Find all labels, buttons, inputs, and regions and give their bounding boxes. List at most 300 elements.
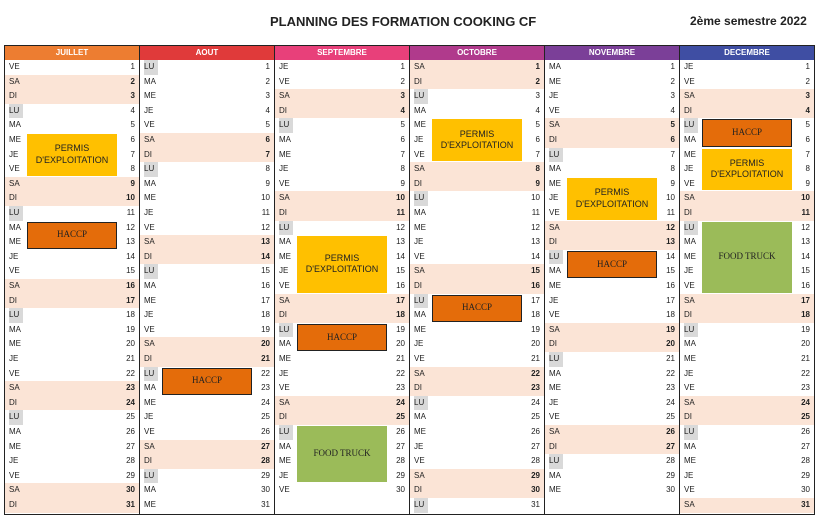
day-row bbox=[140, 308, 274, 323]
day-row bbox=[275, 133, 409, 148]
weekday-label: SA bbox=[684, 295, 695, 305]
weekday-label: VE bbox=[414, 149, 425, 159]
weekday-label: SA bbox=[414, 266, 425, 276]
weekday-label: JE bbox=[9, 456, 19, 466]
day-number: 29 bbox=[261, 470, 270, 480]
day-number: 29 bbox=[531, 470, 540, 480]
weekday-label: LU bbox=[279, 118, 293, 133]
day-number: 31 bbox=[261, 500, 270, 509]
day-number: 19 bbox=[531, 324, 540, 334]
day-row bbox=[140, 118, 274, 133]
day-row bbox=[140, 162, 274, 177]
weekday-label: SA bbox=[144, 339, 155, 349]
day-number: 1 bbox=[400, 62, 405, 71]
month-column-2 bbox=[139, 45, 275, 515]
day-row bbox=[545, 367, 679, 382]
day-number: 15 bbox=[261, 266, 270, 276]
weekday-label: VE bbox=[414, 251, 425, 261]
weekday-label: MA bbox=[549, 164, 561, 174]
day-row bbox=[5, 294, 139, 309]
day-row bbox=[140, 454, 274, 469]
day-row bbox=[275, 191, 409, 206]
weekday-label: VE bbox=[684, 281, 695, 290]
day-row bbox=[5, 89, 139, 104]
weekday-label: MA bbox=[279, 237, 291, 247]
day-row bbox=[545, 425, 679, 440]
day-number: 10 bbox=[801, 193, 810, 203]
day-row bbox=[410, 221, 544, 236]
weekday-label: SA bbox=[9, 485, 20, 495]
weekday-label: MA bbox=[684, 441, 696, 451]
weekday-label: ME bbox=[549, 383, 561, 393]
weekday-label: MA bbox=[414, 208, 426, 217]
weekday-label: JE bbox=[684, 368, 694, 378]
day-number: 8 bbox=[670, 164, 675, 174]
weekday-label: SA bbox=[9, 383, 20, 393]
day-row bbox=[140, 60, 274, 75]
weekday-label: DI bbox=[549, 237, 557, 247]
training-permis: PERMIS D'EXPLOITATION bbox=[27, 134, 117, 176]
day-number: 20 bbox=[666, 339, 675, 349]
day-row bbox=[545, 279, 679, 294]
day-number: 1 bbox=[130, 62, 135, 71]
day-number: 23 bbox=[396, 383, 405, 393]
day-number: 22 bbox=[666, 368, 675, 378]
month-column-4 bbox=[409, 45, 545, 515]
weekday-label: LU bbox=[549, 352, 563, 367]
day-row bbox=[275, 89, 409, 104]
day-row bbox=[680, 191, 814, 206]
weekday-label: LU bbox=[414, 89, 428, 104]
weekday-label: SA bbox=[144, 237, 155, 247]
day-number: 10 bbox=[396, 193, 405, 203]
weekday-label: DI bbox=[279, 208, 287, 217]
weekday-label: JE bbox=[414, 237, 424, 247]
day-number: 18 bbox=[666, 310, 675, 320]
day-row bbox=[545, 162, 679, 177]
day-number: 18 bbox=[126, 310, 135, 320]
day-row bbox=[275, 118, 409, 133]
day-row bbox=[680, 323, 814, 338]
day-row bbox=[5, 60, 139, 75]
day-row bbox=[5, 177, 139, 192]
day-row bbox=[410, 250, 544, 265]
weekday-label: MA bbox=[414, 310, 426, 320]
day-number: 4 bbox=[130, 105, 135, 115]
day-number: 6 bbox=[670, 135, 675, 144]
weekday-label: VE bbox=[9, 266, 20, 276]
day-number: 12 bbox=[666, 222, 675, 232]
weekday-label: VE bbox=[549, 105, 560, 115]
day-row bbox=[545, 294, 679, 309]
weekday-label: ME bbox=[144, 295, 156, 305]
weekday-label: ME bbox=[414, 222, 426, 232]
day-number: 17 bbox=[396, 295, 405, 305]
weekday-label: JE bbox=[279, 62, 289, 71]
weekday-label: VE bbox=[144, 120, 155, 130]
weekday-label: JE bbox=[414, 135, 424, 144]
day-number: 12 bbox=[801, 222, 810, 232]
weekday-label: LU bbox=[549, 148, 563, 163]
day-number: 14 bbox=[666, 251, 675, 261]
day-number: 27 bbox=[531, 441, 540, 451]
weekday-label: DI bbox=[414, 281, 422, 290]
weekday-label: LU bbox=[414, 294, 428, 309]
day-row bbox=[140, 133, 274, 148]
weekday-label: MA bbox=[279, 441, 291, 451]
day-number: 14 bbox=[126, 251, 135, 261]
day-row bbox=[410, 396, 544, 411]
day-row bbox=[545, 235, 679, 250]
day-number: 29 bbox=[666, 470, 675, 480]
day-row bbox=[680, 396, 814, 411]
day-row bbox=[680, 206, 814, 221]
day-row bbox=[275, 367, 409, 382]
day-row bbox=[275, 206, 409, 221]
day-row bbox=[5, 483, 139, 498]
day-number: 26 bbox=[801, 427, 810, 436]
day-number: 9 bbox=[670, 178, 675, 188]
weekday-label: ME bbox=[549, 281, 561, 290]
day-number: 19 bbox=[126, 324, 135, 334]
training-permis: PERMIS D'EXPLOITATION bbox=[567, 178, 657, 220]
month-header: AOUT bbox=[140, 46, 274, 60]
day-number: 5 bbox=[670, 120, 675, 130]
weekday-label: LU bbox=[279, 221, 293, 236]
day-row bbox=[5, 104, 139, 119]
weekday-label: DI bbox=[684, 310, 692, 320]
day-number: 13 bbox=[666, 237, 675, 247]
day-number: 6 bbox=[535, 135, 540, 144]
day-row bbox=[410, 206, 544, 221]
weekday-label: LU bbox=[144, 367, 158, 382]
day-number: 20 bbox=[126, 339, 135, 349]
day-number: 15 bbox=[531, 266, 540, 276]
day-row bbox=[5, 440, 139, 455]
day-number: 7 bbox=[670, 149, 675, 159]
weekday-label: VE bbox=[9, 470, 20, 480]
day-number: 18 bbox=[801, 310, 810, 320]
day-number: 9 bbox=[805, 178, 810, 188]
day-row bbox=[410, 469, 544, 484]
day-number: 5 bbox=[535, 120, 540, 130]
weekday-label: ME bbox=[9, 237, 21, 247]
day-row bbox=[545, 410, 679, 425]
day-number: 5 bbox=[265, 120, 270, 130]
day-number: 4 bbox=[535, 105, 540, 115]
day-row bbox=[5, 410, 139, 425]
day-number: 23 bbox=[801, 383, 810, 393]
page-title: PLANNING DES FORMATION COOKING CF bbox=[270, 14, 537, 29]
day-row bbox=[140, 337, 274, 352]
day-row bbox=[410, 498, 544, 513]
day-number: 16 bbox=[126, 281, 135, 290]
day-number: 19 bbox=[801, 324, 810, 334]
day-number: 11 bbox=[801, 208, 810, 217]
day-row bbox=[275, 352, 409, 367]
weekday-label: ME bbox=[279, 149, 291, 159]
weekday-label: DI bbox=[414, 76, 422, 86]
training-haccp: HACCP bbox=[702, 119, 792, 146]
training-haccp: HACCP bbox=[27, 222, 117, 249]
day-number: 6 bbox=[805, 135, 810, 144]
month-column-6 bbox=[679, 45, 815, 515]
day-row bbox=[410, 89, 544, 104]
day-number: 11 bbox=[531, 208, 540, 217]
day-number: 6 bbox=[400, 135, 405, 144]
day-number: 26 bbox=[531, 427, 540, 436]
weekday-label: ME bbox=[144, 193, 156, 203]
month-column-5 bbox=[544, 45, 680, 515]
weekday-label: LU bbox=[549, 454, 563, 469]
weekday-label: DI bbox=[144, 354, 152, 363]
day-row bbox=[410, 337, 544, 352]
day-row bbox=[5, 498, 139, 513]
day-number: 3 bbox=[670, 91, 675, 101]
day-number: 31 bbox=[801, 500, 810, 509]
day-row bbox=[545, 75, 679, 90]
day-row bbox=[5, 469, 139, 484]
weekday-label: ME bbox=[279, 354, 291, 363]
day-row bbox=[140, 148, 274, 163]
day-number: 27 bbox=[666, 441, 675, 451]
day-number: 7 bbox=[400, 149, 405, 159]
day-row bbox=[140, 75, 274, 90]
day-row bbox=[5, 206, 139, 221]
day-number: 1 bbox=[670, 62, 675, 71]
weekday-label: JE bbox=[684, 62, 694, 71]
day-row bbox=[275, 483, 409, 498]
weekday-label: DI bbox=[549, 441, 557, 451]
day-row bbox=[410, 60, 544, 75]
weekday-label: DI bbox=[144, 149, 152, 159]
day-number: 2 bbox=[400, 76, 405, 86]
day-row bbox=[5, 323, 139, 338]
weekday-label: VE bbox=[9, 368, 20, 378]
day-number: 12 bbox=[396, 222, 405, 232]
day-number: 31 bbox=[126, 500, 135, 509]
day-number: 8 bbox=[265, 164, 270, 174]
day-row bbox=[5, 118, 139, 133]
day-row bbox=[410, 235, 544, 250]
day-number: 2 bbox=[130, 76, 135, 86]
day-row bbox=[410, 440, 544, 455]
weekday-label: MA bbox=[279, 339, 291, 349]
weekday-label: ME bbox=[9, 135, 21, 144]
day-number: 13 bbox=[531, 237, 540, 247]
weekday-label: DI bbox=[279, 310, 287, 320]
day-number: 18 bbox=[531, 310, 540, 320]
training-permis: PERMIS D'EXPLOITATION bbox=[297, 236, 387, 292]
day-row bbox=[140, 352, 274, 367]
day-row bbox=[680, 483, 814, 498]
weekday-label: LU bbox=[414, 396, 428, 411]
day-number: 8 bbox=[130, 164, 135, 174]
day-number: 7 bbox=[805, 149, 810, 159]
weekday-label: DI bbox=[9, 397, 17, 407]
weekday-label: MA bbox=[9, 222, 21, 232]
day-number: 12 bbox=[531, 222, 540, 232]
day-number: 16 bbox=[531, 281, 540, 290]
day-row bbox=[140, 323, 274, 338]
day-number: 28 bbox=[666, 456, 675, 466]
day-row bbox=[275, 60, 409, 75]
day-row bbox=[410, 410, 544, 425]
day-row bbox=[410, 323, 544, 338]
day-row bbox=[275, 308, 409, 323]
weekday-label: MA bbox=[144, 383, 156, 393]
weekday-label: LU bbox=[684, 221, 698, 236]
day-row bbox=[275, 75, 409, 90]
weekday-label: VE bbox=[684, 76, 695, 86]
weekday-label: VE bbox=[414, 456, 425, 466]
day-number: 13 bbox=[801, 237, 810, 247]
weekday-label: JE bbox=[414, 339, 424, 349]
weekday-label: MA bbox=[279, 135, 291, 144]
weekday-label: VE bbox=[414, 354, 425, 363]
day-number: 24 bbox=[666, 397, 675, 407]
day-row bbox=[5, 250, 139, 265]
weekday-label: ME bbox=[414, 120, 426, 130]
weekday-label: JE bbox=[9, 354, 19, 363]
day-row bbox=[545, 118, 679, 133]
day-number: 26 bbox=[666, 427, 675, 436]
day-number: 5 bbox=[805, 120, 810, 130]
weekday-label: SA bbox=[9, 178, 20, 188]
day-number: 30 bbox=[666, 485, 675, 495]
weekday-label: DI bbox=[144, 456, 152, 466]
day-number: 9 bbox=[400, 178, 405, 188]
weekday-label: JE bbox=[684, 164, 694, 174]
weekday-label: JE bbox=[684, 266, 694, 276]
weekday-label: MA bbox=[684, 135, 696, 144]
day-row bbox=[140, 425, 274, 440]
day-number: 15 bbox=[666, 266, 675, 276]
weekday-label: SA bbox=[549, 222, 560, 232]
day-row bbox=[680, 352, 814, 367]
weekday-label: ME bbox=[414, 324, 426, 334]
day-number: 10 bbox=[126, 193, 135, 203]
day-number: 27 bbox=[126, 441, 135, 451]
day-number: 25 bbox=[126, 412, 135, 422]
day-row bbox=[140, 279, 274, 294]
day-number: 24 bbox=[801, 397, 810, 407]
day-number: 11 bbox=[261, 208, 270, 217]
weekday-label: LU bbox=[144, 162, 158, 177]
day-row bbox=[5, 279, 139, 294]
day-row bbox=[5, 337, 139, 352]
day-row bbox=[410, 381, 544, 396]
day-row bbox=[680, 425, 814, 440]
weekday-label: SA bbox=[144, 441, 155, 451]
training-food: FOOD TRUCK bbox=[297, 426, 387, 482]
day-row bbox=[545, 148, 679, 163]
day-number: 15 bbox=[126, 266, 135, 276]
weekday-label: JE bbox=[144, 412, 154, 422]
weekday-label: ME bbox=[684, 251, 696, 261]
month-column-1 bbox=[4, 45, 140, 515]
weekday-label: MA bbox=[549, 470, 561, 480]
weekday-label: VE bbox=[9, 62, 20, 71]
day-number: 30 bbox=[801, 485, 810, 495]
day-number: 14 bbox=[396, 251, 405, 261]
day-number: 24 bbox=[261, 397, 270, 407]
day-row bbox=[140, 483, 274, 498]
day-row bbox=[545, 352, 679, 367]
day-number: 19 bbox=[261, 324, 270, 334]
day-row bbox=[680, 75, 814, 90]
weekday-label: VE bbox=[684, 178, 695, 188]
weekday-label: ME bbox=[279, 456, 291, 466]
weekday-label: ME bbox=[549, 485, 561, 495]
weekday-label: ME bbox=[414, 427, 426, 436]
day-row bbox=[140, 469, 274, 484]
weekday-label: ME bbox=[684, 149, 696, 159]
day-number: 2 bbox=[670, 76, 675, 86]
day-number: 21 bbox=[666, 354, 675, 363]
weekday-label: VE bbox=[144, 222, 155, 232]
day-row bbox=[5, 352, 139, 367]
day-row bbox=[140, 498, 274, 513]
day-row bbox=[545, 454, 679, 469]
weekday-label: SA bbox=[279, 193, 290, 203]
weekday-label: JE bbox=[9, 149, 19, 159]
day-number: 25 bbox=[666, 412, 675, 422]
day-row bbox=[410, 191, 544, 206]
weekday-label: ME bbox=[9, 339, 21, 349]
day-row bbox=[410, 352, 544, 367]
day-number: 28 bbox=[261, 456, 270, 466]
day-number: 29 bbox=[126, 470, 135, 480]
weekday-label: SA bbox=[414, 62, 425, 71]
weekday-label: JE bbox=[684, 470, 694, 480]
weekday-label: ME bbox=[684, 456, 696, 466]
day-number: 6 bbox=[130, 135, 135, 144]
month-header: OCTOBRE bbox=[410, 46, 544, 60]
day-number: 23 bbox=[531, 383, 540, 393]
training-haccp: HACCP bbox=[432, 295, 522, 322]
day-number: 25 bbox=[261, 412, 270, 422]
weekday-label: VE bbox=[9, 164, 20, 174]
weekday-label: DI bbox=[414, 485, 422, 495]
day-number: 20 bbox=[261, 339, 270, 349]
weekday-label: VE bbox=[684, 485, 695, 495]
day-number: 23 bbox=[126, 383, 135, 393]
day-row bbox=[545, 133, 679, 148]
day-number: 7 bbox=[535, 149, 540, 159]
weekday-label: MA bbox=[9, 120, 21, 130]
day-row bbox=[5, 191, 139, 206]
weekday-label: LU bbox=[414, 498, 428, 513]
day-row bbox=[275, 148, 409, 163]
day-number: 17 bbox=[531, 295, 540, 305]
day-number: 17 bbox=[261, 295, 270, 305]
day-number: 27 bbox=[261, 441, 270, 451]
day-number: 11 bbox=[396, 208, 405, 217]
day-row bbox=[140, 191, 274, 206]
day-row bbox=[680, 440, 814, 455]
weekday-label: MA bbox=[9, 324, 21, 334]
day-row bbox=[545, 337, 679, 352]
day-number: 4 bbox=[400, 105, 405, 115]
day-row bbox=[410, 454, 544, 469]
weekday-label: MA bbox=[144, 281, 156, 290]
day-number: 4 bbox=[265, 105, 270, 115]
weekday-label: SA bbox=[549, 427, 560, 436]
day-row bbox=[275, 162, 409, 177]
day-row bbox=[140, 264, 274, 279]
month-header: SEPTEMBRE bbox=[275, 46, 409, 60]
